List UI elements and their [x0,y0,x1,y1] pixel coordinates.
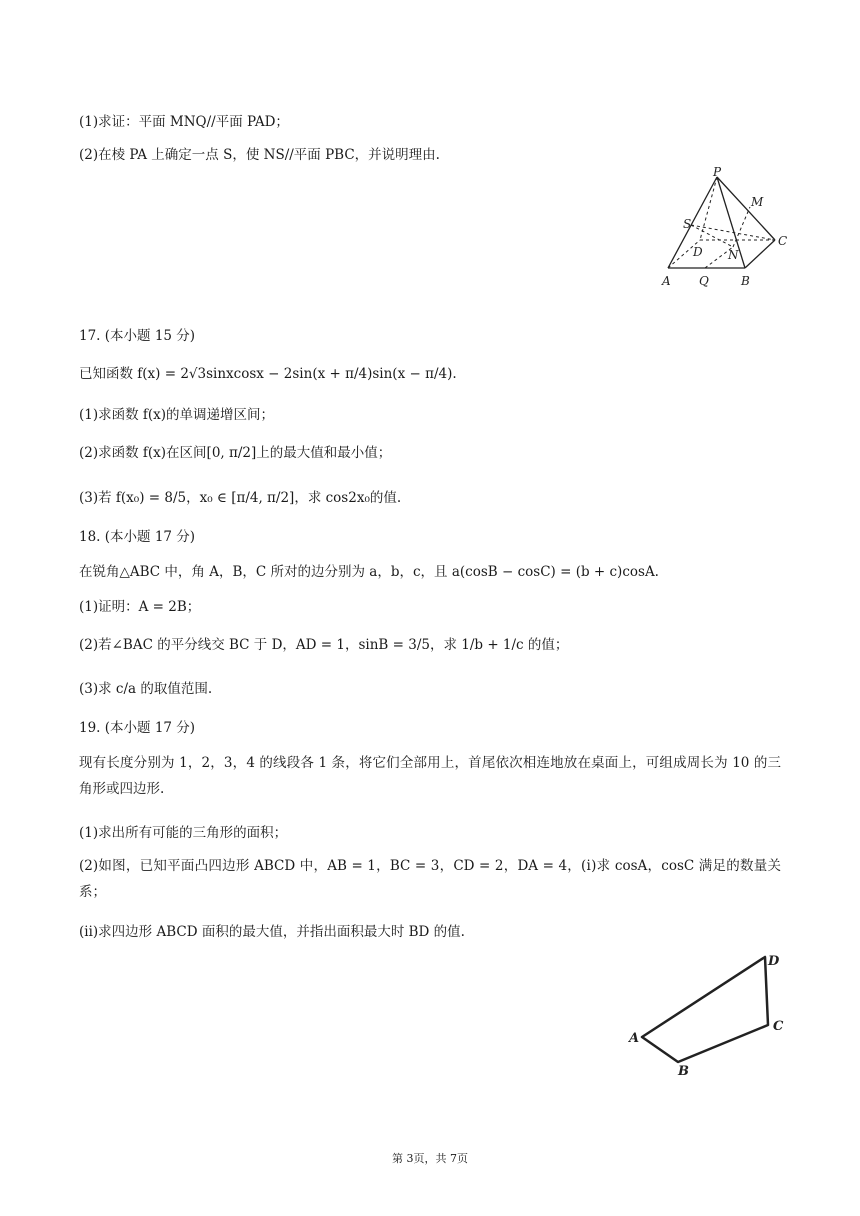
q18-part3: (3)求 c/a 的取值范围. [79,681,213,697]
label-b: B [741,274,750,288]
q17-part3: (3)若 f(x₀) = 8/5，x₀ ∈ [π/4, π/2]，求 cos2x₀的值. [79,490,402,506]
q16-part2: (2)在棱 PA 上确定一点 S，使 NS//平面 PBC，并说明理由. [79,147,440,163]
q18-part2: (2)若∠BAC 的平分线交 BC 于 D，AD = 1，sinB = 3/5，求 1/b + 1/c 的值； [79,637,569,653]
q18-part1: (1)证明：A = 2B； [79,599,201,615]
q19-part2: (2)如图，已知平面凸四边形 ABCD 中，AB = 1，BC = 3，CD = 2，DA = 4，(ⅰ)求 cosA，cosC 满足的数量关系； [79,858,781,900]
label-a: A [629,1031,640,1046]
q17-part1: (1)求函数 f(x)的单调递增区间； [79,407,275,423]
pyramid-diagram [655,165,795,295]
label-c: C [773,1019,784,1034]
q17-stem: 已知函数 f(x) = 2√3sinxcosx − 2sin(x + π/4)sin(x − π/4). [79,366,457,382]
q19-part3: (ⅱ)求四边形 ABCD 面积的最大值，并指出面积最大时 BD 的值. [79,924,465,940]
q17-part2: (2)求函数 f(x)在区间[0, π/2]上的最大值和最小值； [79,445,392,461]
q19-header: 19. (本小题 17 分) [79,720,196,736]
q16-part1: (1)求证：平面 MNQ//平面 PAD； [79,114,289,130]
q19-stem: 现有长度分别为 1，2，3，4 的线段各 1 条，将它们全部用上，首尾依次相连地放在桌面上，可组成周长为 10 的三角形或四边形. [79,755,781,797]
q17-header: 17. (本小题 15 分) [79,328,196,344]
label-d: D [768,954,780,969]
label-p: P [713,165,722,179]
label-a: A [662,274,671,288]
label-s: S [683,217,692,231]
label-d: D [693,245,703,259]
q18-stem: 在锐角△ABC 中，角 A，B，C 所对的边分别为 a，b，c，且 a(cosB − cosC) = (b + c)cosA. [79,564,659,580]
page-footer: 第 3页，共 7页 [392,1152,468,1165]
label-m: M [751,195,764,209]
label-c: C [778,234,788,248]
label-n: N [728,248,739,262]
q19-part1: (1)求出所有可能的三角形的面积； [79,825,288,841]
quadrilateral-diagram [620,945,800,1080]
q18-header: 18. (本小题 17 分) [79,529,196,545]
label-b: B [678,1064,689,1079]
label-q: Q [699,274,709,288]
